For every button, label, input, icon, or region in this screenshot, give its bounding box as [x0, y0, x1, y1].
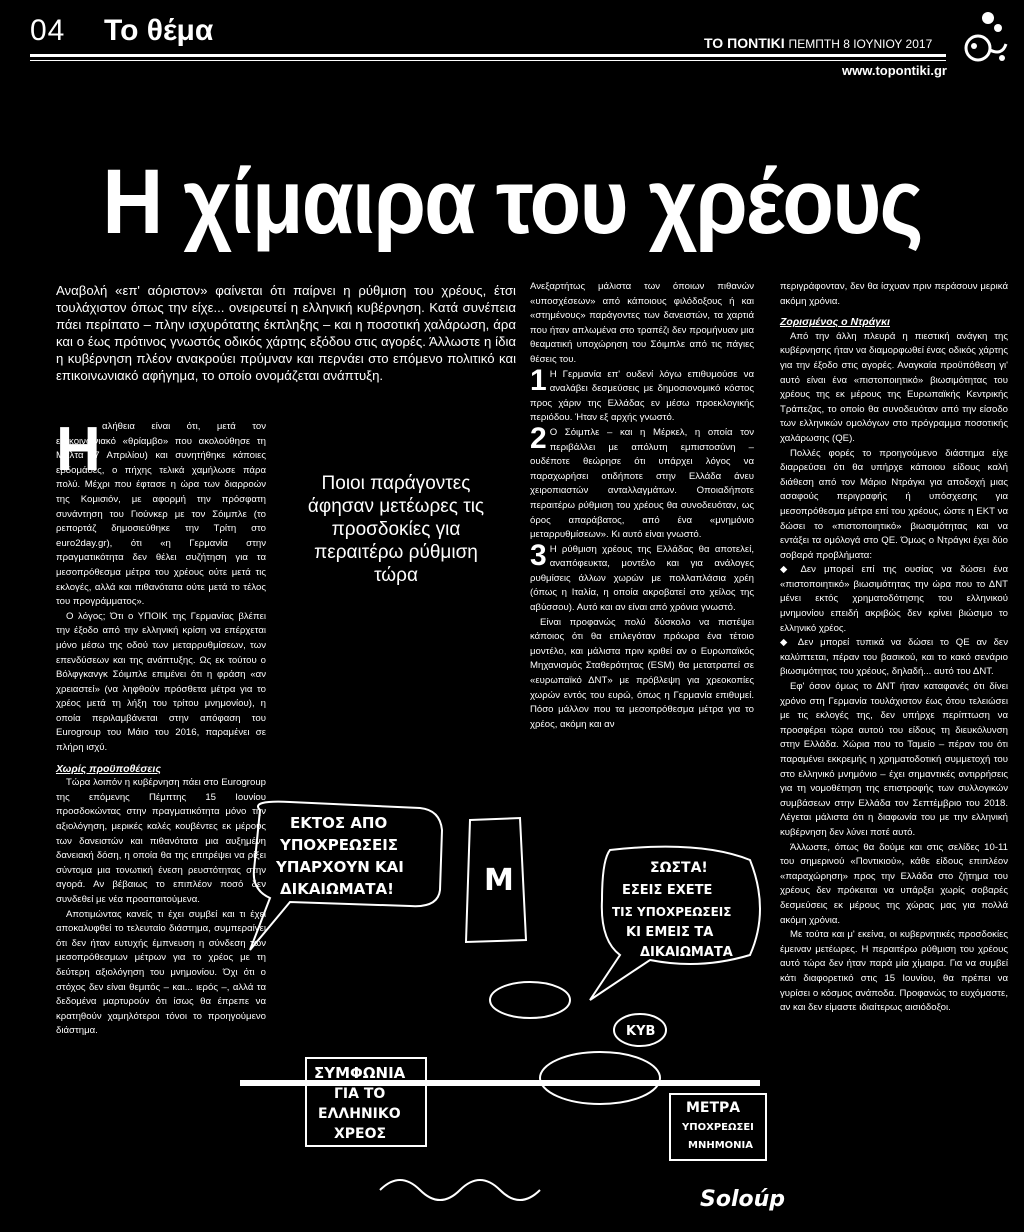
figure-body	[540, 1052, 660, 1104]
col4-paragraph-3: Πολλές φορές το προηγούμενο διάστημα είχε διαρρεύσει ότι θα υπήρχε κάποιου είδους καλή διάθεση από τον Μάριο Ντράγκι για αποδοχή μιας ασαφούς περιγραφής ή υπόσχεσης για μεσοπρόθεσμα μέτρα επί του χρέους, ώστε η ΕΚΤ να δώσει το «πιστοποιητικό» βιωσιμότητας και να εντάξει τα ομόλογά στο QE. Όμως ο Ντράγκι έχει δύο σοβαρά προβλήματα:	[780, 447, 1008, 561]
col1-subheading: Χωρίς προϋποθέσεις	[56, 762, 161, 775]
briefcase-line-1: ΜΕΤΡΑ	[686, 1100, 741, 1116]
briefcase-line-2: ΥΠΟΧΡΕΩΣΕΙ	[682, 1122, 754, 1133]
masthead	[704, 35, 932, 51]
page-number: 04	[30, 14, 66, 47]
col4-paragraph-4: Εφ' όσον όμως το ΔΝΤ ήταν καταφανές ότι δίνει χρόνο στη Γερμανία τουλάχιστον έως ότου τελειώσει με τις εκλογές της, δεν υπήρχε περίπτωση να προσφέρει τώρα αυτού του είδους τη διευκόλυνση στην Ελλάδα. Χώρια που το Ταμείο – πέραν του ότι παραμένει εκκρεμής η χρηματοδοτική συμμετοχή του στο ελληνικό μνημόνιο – έχει σημαντικές αντιρρήσεις για τη νομοθέτηση της επιστροφής των συλλογικών συμβάσεων στην Ελλάδα τον Σεπτέμβριο του 2018. Λέγεται μάλιστα ότι η διαφωνία του με την ελληνική κυβέρνηση δεν λύνει ποτέ αυτό.	[780, 681, 1008, 838]
bubble-left-line-2: ΥΠΟΧΡΕΩΣΕΙΣ	[280, 836, 399, 854]
section-title: Το θέμα	[104, 14, 214, 47]
cap-label: ΚΥΒ	[626, 1024, 656, 1039]
agreement-line-3: ΕΛΛΗΝΙΚΟ	[318, 1106, 401, 1122]
website-link[interactable]: www.topontiki.gr	[842, 63, 947, 78]
col4-bullet-1: ◆ Δεν μπορεί επί της ουσίας να δώσει ένα «πιστοποιητικό» βιωσιμότητας την ώρα που το ΔΝΤ μένει εκτός χρηματοδότησης του ελληνικού μνημονίου επειδή ακριβώς δεν κρίνει βιώσιμο το ελληνικό χρέος.	[780, 564, 1008, 634]
face	[490, 982, 570, 1018]
scribble	[380, 1180, 540, 1200]
header-rule-thin	[30, 60, 946, 61]
bubble-right-line-2: ΕΣΕΙΣ ΕΧΕΤΕ	[622, 883, 713, 898]
paper-name: ΤΟ ΠΟΝΤΙΚΙ	[704, 35, 785, 51]
drop-cap: Η	[56, 415, 101, 484]
col1-paragraph-3: Τώρα λοιπόν η κυβέρνηση πάει στο Eurogroup της επόμενης Πέμπτης 15 Ιουνίου προσδοκώντας στην πραγματικότητα μόνο την αξιολόγηση, μερικές καλές κουβέντες εκ μέρους των δανειστών και πιθανότατα μια αυξημένη δανειακή δόση, η οποία θα της επιτρέψει να ρίξει σύντομα μια τονωτική ένεση ρευστότητας στην αγορά. Αν βέβαιως το επιπλέον ποσό δεν συνδεθεί με νέα προαπαιτούμενα.	[56, 777, 266, 905]
col3-item-2: 2 Ο Σόιμπλε – και η Μέρκελ, η οποία τον περιβάλλει με απόλυτη εμπιστοσύνη – ουδέποτε θεώρησε ότι υπάρχει λόγος να παραχωρήσει οτιδήποτε στην Ελλάδα άνευ χειροπιαστών ανταλλαγμάτων. Οποιαδήποτε περαιτέρω ρύθμιση του χρέους θα συνοδευόταν, ως όρος απαράβατος, από ένα «μνημόνιο μεταρρυθμίσεων». Κι αυτό είναι γνωστό.	[530, 421, 754, 541]
headline: Η χίμαιρα του χρέους	[102, 151, 922, 253]
hat-letter: Μ	[484, 863, 514, 898]
bubble-right-line-3: ΤΙΣ ΥΠΟΧΡΕΩΣΕΙΣ	[612, 905, 732, 919]
col3-paragraph-1: Ανεξαρτήτως μάλιστα των όποιων πιθανών «υποσχέσεων» από κάποιους φιλόδοξους ή και «στημένους» παράγοντες των δανειστών, τα χαρτιά που ήταν απλωμένα στο τραπέζι δεν προμήνυαν μια θεαματική υποχώρηση του Σόιμπλε από τις πάγιες θέσεις του.	[530, 281, 754, 365]
lead-paragraph: Αναβολή «επ' αόριστον» φαίνεται ότι παίρνει η ρύθμιση του χρέους, έτσι τουλάχιστον όπως την είχε... ονειρευτεί η ελληνική κυβέρνηση. Κατά συνέπεια πάει περίπατο – πλην ισχυρότατης έκπληξης – και η ποσοτική χαλάρωση, άρα και ο έως πρότινος γνωστός οδικός χάρτης εξόδου στις αγορές. Άλλωστε η ίδια η κυβέρνηση πλέον ανακρούει πρύμναν και περνάει στο επόμενο πολιτικό και επικοινωνιακό αφήγημα, το οποίο ονομάζεται ανάπτυξη.	[56, 283, 516, 383]
briefcase-line-3: ΜΝΗΜΟΝΙΑ	[688, 1140, 753, 1151]
col3-item-1: 1 Η Γερμανία επ' ουδενί λόγω επιθυμούσε να αναλάβει δεσμεύσεις με δημοσιονομικό κόστος προς χάριν της Ελλάδας εν μέσω προεκλογικής περιόδου. Ήταν εξ αρχής γνωστό.	[530, 363, 754, 424]
agreement-line-1: ΣΥΜΦΩΝΙΑ	[314, 1064, 406, 1082]
col4-paragraph-5: Άλλωστε, όπως θα δούμε και στις σελίδες 10-11 του σημερινού «Ποντικιού», κάθε είδους επιπλέον «παραχώρηση» προς την Ελλάδα στο ζήτημα του χρέους δεν πρόκειται να υπάρξει χωρίς σοβαρές δεσμεύσεις εκ μέρους της χώρας μας για πολλά ακόμη χρόνια.	[780, 841, 1008, 926]
bubble-right-line-4: ΚΙ ΕΜΕΙΣ ΤΑ	[626, 925, 714, 940]
agreement-line-4: ΧΡΕΟΣ	[334, 1126, 387, 1142]
column-4	[780, 280, 1008, 1016]
bubble-left-line-4: ΔΙΚΑΙΩΜΑΤΑ!	[280, 880, 394, 898]
col4-paragraph-6: Με τούτα και μ' εκείνα, οι κυβερνητικές προσδοκίες έμειναν μετέωρες. Η περαιτέρω ρύθμιση του χρέους αυτό τώρα δεν ήταν παρά μία χίμαιρα. Για να συμβεί κάτι διαφορετικό στις 15 Ιουνίου, θα πρέπει να γυρίσει ο κόσμος ανάποδα. Προφανώς το ευχόμαστε, αν και δεν είμαστε ιδιαίτερως αισιόδοξοι.	[780, 929, 1008, 1014]
col1-paragraph-2: Ο λόγος; Ότι ο ΥΠΟΙΚ της Γερμανίας βλέπει την έξοδο από την ελληνική κρίση να επέρχεται μόνο μέσω της οδού των μεταρρυθμίσεων, των επενδύσεων και της ανάπτυξης. Ως εκ τούτου ο Βόλφγκανγκ Σόιμπλε επιμένει ότι η φράση «αν χρειαστεί» (να ληφθούν πρόσθετα μέτρα για το χρέος μετά τη λήξη του τρίτου μνημονίου), η οποία περιλαμβάνεται στην απόφαση του Eurogroup του Μάιο του 2016, παραμένει σε πλήρη ισχύ.	[56, 610, 266, 754]
col4-subheading: Ζορισμένος ο Ντράγκι	[780, 316, 890, 329]
col4-paragraph-2: Από την άλλη πλευρά η πιεστική ανάγκη της κυβέρνησης ήταν να διαμορφωθεί ένας οδικός χάρτης για την έξοδο στις αγορές. Αναγκαία προϋπόθεση γι' αυτό είναι ένα «πιστοποιητικό» βιωσιμότητας του χρέους της εκ μέρους της Ευρωπαϊκής Κεντρικής Τράπεζας, το οποίο θα συνοδευόταν από την είσοδο των ελληνικών ομολόγων στο πρόγραμμα ποσοτικής χαλάρωσης (QE).	[780, 330, 1008, 444]
pull-quote: Ποιοι παράγοντες άφησαν μετέωρες τις προσδοκίες για περαιτέρω ρύθμιση τώρα	[307, 473, 485, 586]
col3-item-3: 3 Η ρύθμιση χρέους της Ελλάδας θα αποτελεί, αναπόφευκτα, μοντέλο και για ανάλογες ρυθμίσεις άλλων χωρών με πολλαπλάσια χρέη (όπως η Ιταλία, η οποία ακροβατεί στο χείλος της αβύσσου). Αυτό και αν είναι από χρόνια γνωστό.	[530, 538, 754, 614]
cartoonist-signature: Soloúp	[700, 1187, 786, 1212]
agreement-line-2: ΓΙΑ ΤΟ	[334, 1086, 386, 1102]
bubble-right-line-5: ΔΙΚΑΙΩΜΑΤΑ	[640, 945, 733, 960]
bubble-left-line-1: ΕΚΤΟΣ ΑΠΟ	[290, 814, 388, 832]
mouse-logo-icon	[950, 6, 1010, 66]
col3-paragraph-2: Είναι προφανώς πολύ δύσκολο να πιστέψει κάποιος ότι θα επιλεγόταν πρόωρα ένα τέτοιο μοντέλο, και μάλιστα πριν κριθεί αν ο Ευρωπαϊκός Μηχανισμός Σταθερότητας (ESM) θα μετατραπεί σε «ευρωπαϊκό ΔΝΤ» με πρόβλεψη για χρεοκοπίες χωρών εντός του ευρώ, όπως η Γερμανία επιθυμεί. Πόσο μάλλον που τα μεσοπρόθεσμα μέτρα για το χρέος, ακόμη και αν	[530, 616, 754, 730]
cartoon	[230, 790, 786, 1220]
issue-date: ΠΕΜΠΤΗ 8 ΙΟΥΝΙΟΥ 2017	[788, 37, 933, 51]
header-rule	[30, 54, 946, 57]
col4-paragraph-1: περιγράφονταν, δεν θα ίσχυαν πριν περάσουν μερικά ακόμη χρόνια.	[780, 281, 1008, 307]
column-3	[530, 280, 754, 732]
bubble-right-line-1: ΣΩΣΤΑ!	[650, 860, 708, 876]
col1-paragraph-1: αλήθεια είναι ότι, μετά τον επικοινωνιακό «θρίαμβο» που ακολούθησε τη Μάλτα (7 Απριλίου) και συνητήθηκε κάποιες εβδομάδες, ο πήχης τελικά χαμήλωσε πάρα πολύ. Μέχρι που έφτασε η ώρα των διαρροών της Κομισιόν, με αφορμή την πρόσφατη συνάντηση του Γιούνκερ με τον Σόιμπλε (το ρεπορτάζ δημοσιεύθηκε την Τρίτη στο euro2day.gr), ότι «η Γερμανία στην πραγματικότητα δεν θέλει συζήτηση για τα μεσοπρόθεσμα μέτρα του χρέους ούτε μετά τις εκλογές, αλλά και πιθανότατα ούτε μετά το τέλος του προγράμματος».	[56, 421, 266, 608]
col4-bullet-2: ◆ Δεν μπορεί τυπικά να δώσει το QE αν δεν καλύπτεται, πέραν του βασικού, και το κακό σενάριο βιωσιμότητας του χρέους, δηλαδή... αυτό του ΔΝΤ.	[780, 637, 1008, 678]
col1-paragraph-4: Αποτιμώντας κανείς τι έχει συμβεί και τι έχει αποκαλυφθεί το τελευταίο διάστημα, συμπεραίνει ότι δεν ήταν ευτυχής έμπνευση η σύνδεση των μεσοπρόθεσμων μέτρων για το χρέος με τη δεύτερη αξιολόγηση του μνημονίου. Όχι ότι ο στόχος δεν είναι θεμιτός – και... ιερός –, αλλά τα δεδομένα μαρτυρούν ότι ίσως θα έπρεπε να κρατηθούν χαμηλότεροι τόνοι το προηγούμενο διάστημα.	[56, 908, 266, 1037]
bubble-left-line-3: ΥΠΑΡΧΟΥΝ ΚΑΙ	[276, 858, 404, 876]
